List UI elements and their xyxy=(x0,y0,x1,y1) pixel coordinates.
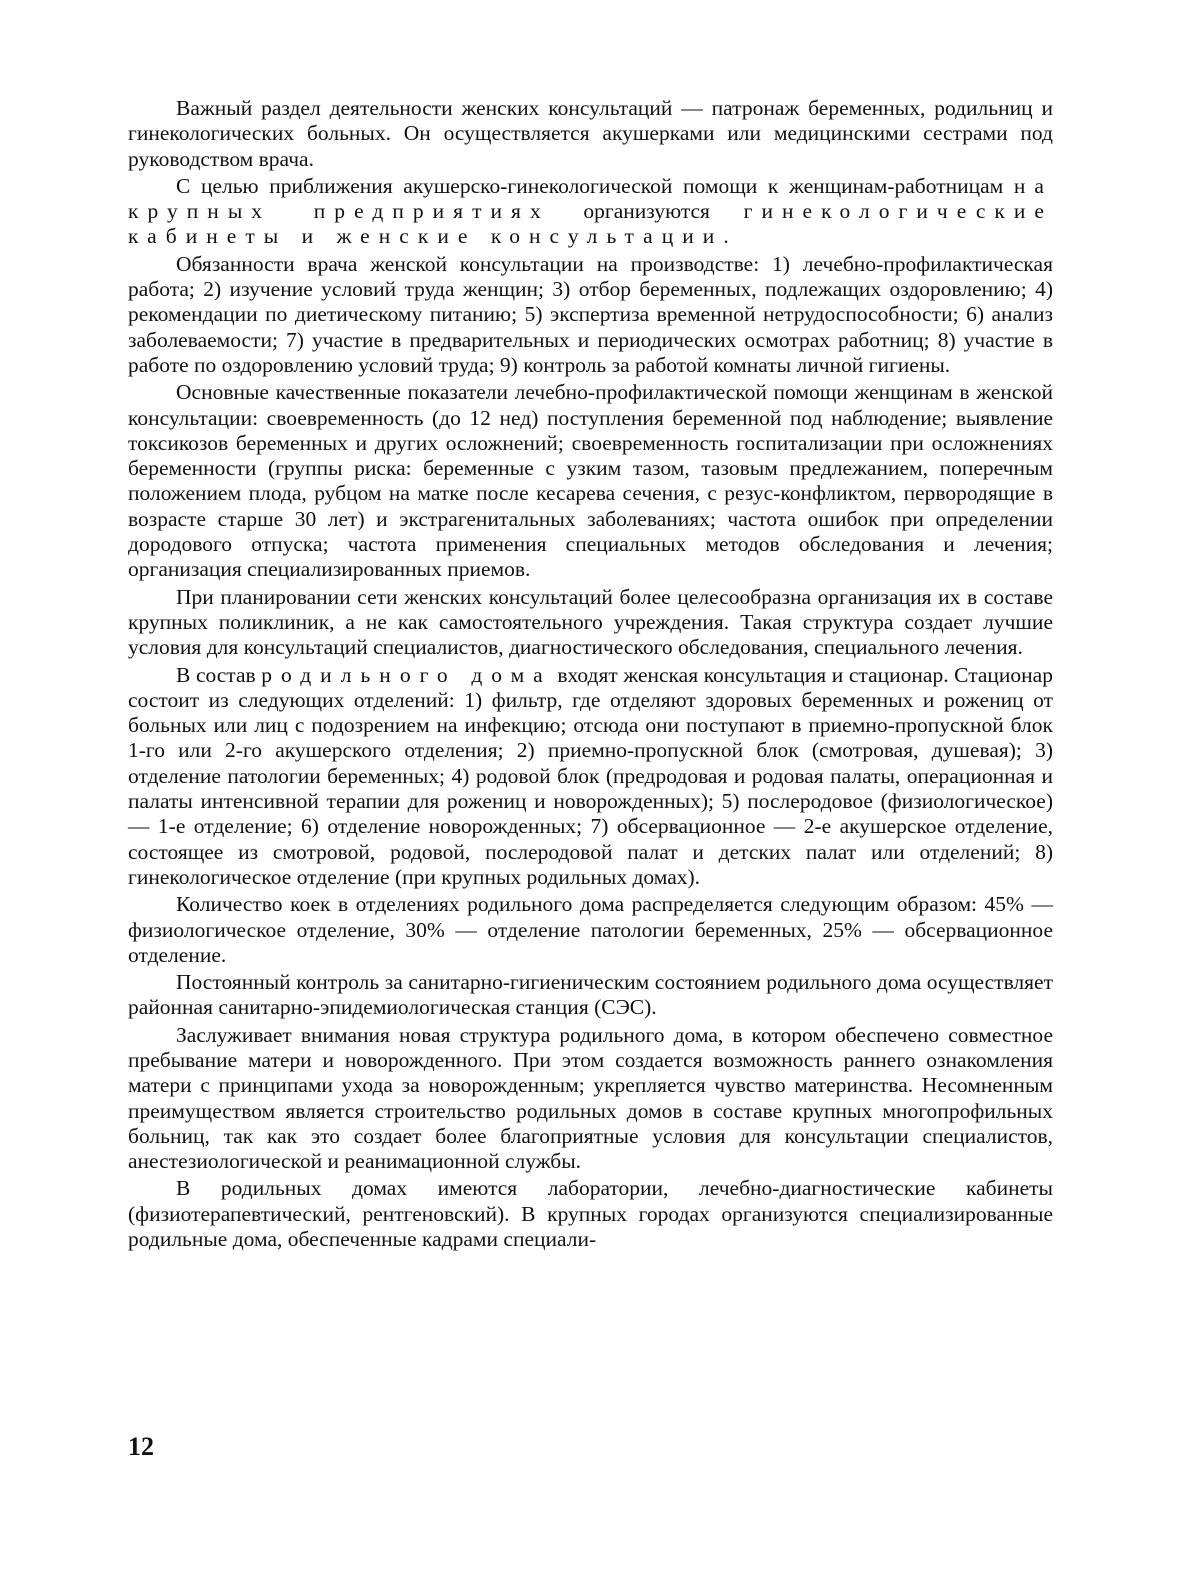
paragraph xyxy=(128,663,1053,891)
paragraph xyxy=(128,96,1053,172)
paragraph-text: организуются xyxy=(549,199,744,224)
spaced-emphasis: гинекологические кабинеты и женские консультации xyxy=(128,199,1053,249)
paragraph-text: В состав xyxy=(176,662,262,687)
paragraph xyxy=(128,970,1053,1021)
paragraph-text: Количество коек в отделениях родильного дома распределяется следующим образом: 45% — физиологическое отделение, 30% — отделение патологии беременных, 25% — обсервационное отделение. xyxy=(128,892,1053,967)
paragraph xyxy=(128,174,1053,250)
page-number: 12 xyxy=(128,1432,154,1461)
paragraph xyxy=(128,1023,1053,1175)
paragraph-text: входят женская консультация и стационар. Стационар состоит из следующих отделений: 1) фильтр, где отделяют здоровых беременных и рожениц от больных или лиц с подозрением на инфекцию; отсюда они поступают в приемно-пропускной блок 1-го или 2-го акушерского отделения; 2) приемно-пропускной блок (смотровая, душевая); 3) отделение патологии беременных; 4) родовой блок (предродовая и родовая палаты, операционная и палаты интенсивной терапии для рожениц и новорожденных); 5) послеродовое (физиологическое) — 1-е отделение; 6) отделение новорожденных; 7) обсервационное — 2-е акушерское отделение, состоящее из смотровой, родовой, послеродовой палат и детских палат или отделений; 8) гинекологическое отделение (при крупных родильных домах). xyxy=(128,662,1053,889)
paragraph xyxy=(128,1176,1053,1252)
paragraph-text: При планировании сети женских консультаций более целесообразна организация их в составе крупных поликлиник, а не как самостоятельного учреждения. Такая структура создает лучшие условия для консультаций специалистов, диагностического обследования, специального лечения. xyxy=(128,584,1053,660)
paragraph xyxy=(128,252,1053,378)
paragraph-text: Заслуживает внимания новая структура родильного дома, в котором обеспечено совместное пребывание матери и новорожденного. При этом создается возможность раннего ознакомления матери с принципами ухода за новорожденным; укрепляется чувство материнства. Несомненным преимуществом является строительство родильных домов в составе крупных многопрофильных больниц, так как это создает более благоприятные условия для консультации специалистов, анестезиологической и реанимационной службы. xyxy=(128,1022,1053,1174)
paragraph-text: С целью приближения акушерско-гинекологической помощи к женщинам-работницам xyxy=(176,173,1014,198)
paragraph-text: В родильных домах имеются лаборатории, лечебно-диагностические кабинеты (физиотерапевтический, рентгеновский). В крупных городах организуются специализированные родильные дома, обеспеченные кадрами специали- xyxy=(128,1176,1053,1252)
paragraph-text: . xyxy=(723,224,729,249)
paragraph xyxy=(128,585,1053,661)
spaced-emphasis: родильного дома xyxy=(261,662,552,687)
paragraph xyxy=(128,380,1053,582)
paragraph xyxy=(128,892,1053,968)
spaced-emphasis: на крупных предприятиях xyxy=(128,173,1053,224)
paragraph-text: Важный раздел деятельности женских консультаций — патронаж беременных, родильниц и гинекологических больных. Он осуществляется акушерками или медицинскими сестрами под руководством врача. xyxy=(128,96,1053,171)
body-text xyxy=(128,96,1053,1254)
paragraph-text: Основные качественные показатели лечебно-профилактической помощи женщинам в женской консультации: своевременность (до 12 нед) поступления беременной под наблюдение; выявление токсикозов беременных и других осложнений; своевременность госпитализации при осложнениях беременности (группы риска: беременные с узким тазом, тазовым предлежанием, поперечным положением плода, рубцом на матке после кесарева сечения, с резус-конфликтом, первородящие в возрасте старше 30 лет) и экстрагенитальных заболеваниях; частота ошибок при определении дородового отпуска; частота применения специальных методов обследования и лечения; организация специализированных приемов. xyxy=(128,380,1053,582)
paragraph-text: Обязанности врача женской консультации на производстве: 1) лечебно-профилактическая работа; 2) изучение условий труда женщин; 3) отбор беременных, подлежащих оздоровлению; 4) рекомендации по диетическому питанию; 5) экспертиза временной нетрудоспособности; 6) анализ заболеваемости; 7) участие в предварительных и периодических осмотрах работниц; 8) участие в работе по оздоровлению условий труда; 9) контроль за работой комнаты личной гигиены. xyxy=(128,251,1053,377)
paragraph-text: Постоянный контроль за санитарно-гигиеническим состоянием родильного дома осуществляет районная санитарно-эпидемиологическая станция (СЭС). xyxy=(128,970,1053,1020)
